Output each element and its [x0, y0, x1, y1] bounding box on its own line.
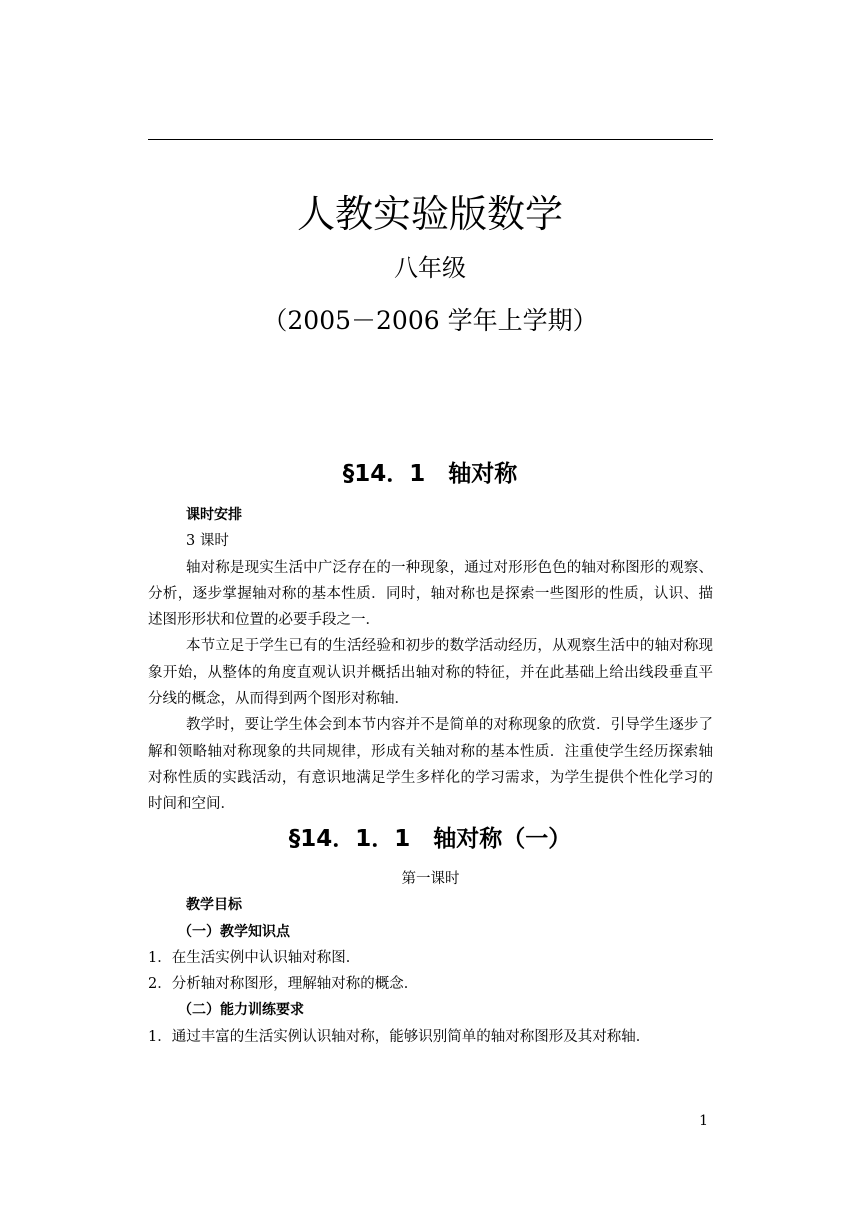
paragraph: 教学时，要让学生体会到本节内容并不是简单的对称现象的欣赏．引导学生逐步了解和领略轴对称现象的共同规律，形成有关轴对称的基本性质．注重使学生经历探索轴对称性质的实践活动，有意识地满足学生多样化的学习需求，为学生提供个性化学习的时间和空间． [148, 717, 713, 813]
paragraph: 轴对称是现实生活中广泛存在的一种现象，通过对形形色色的轴对称图形的观察、分析，逐步掌握轴对称的基本性质．同时，轴对称也是探索一些图形的性质，认识、描述图形形状和位置的必要手段之一． [148, 559, 713, 629]
lesson-label: 第一课时 [401, 871, 460, 887]
schedule-label: 课时安排 [186, 507, 242, 523]
list-item: 1．在生活实例中认识轴对称图． [148, 949, 361, 966]
main-content [148, 502, 713, 818]
section-heading-14-1: §14．1 轴对称 [342, 461, 518, 487]
list-item: 1．通过丰富的生活实例认识轴对称，能够识别简单的轴对称图形及其对称轴． [148, 1028, 651, 1045]
section-heading-14-1-1: §14．1．1 轴对称（一） [288, 826, 572, 852]
grade-label: 八年级 [394, 254, 466, 282]
document-title: 人教实验版数学 [296, 192, 563, 236]
goals-label: 教学目标 [186, 897, 242, 914]
term-label: （2005－2006 学年上学期） [262, 306, 598, 335]
schedule-value: 3 课时 [186, 533, 229, 550]
ability-label: （二）能力训练要求 [178, 1002, 304, 1019]
paragraph: 本节立足于学生已有的生活经验和初步的数学活动经历，从观察生活中的轴对称现象开始，从整体的角度直观认识并概括出轴对称的特征，并在此基础上给出线段垂直平分线的概念，从而得到两个图形对称轴． [148, 638, 713, 708]
lesson-content [148, 866, 713, 1050]
knowledge-label: （一）教学知识点 [178, 923, 290, 940]
list-item: 2．分析轴对称图形，理解轴对称的概念． [148, 976, 419, 993]
header-rule [148, 139, 713, 140]
page-number: 1 [699, 1113, 708, 1129]
